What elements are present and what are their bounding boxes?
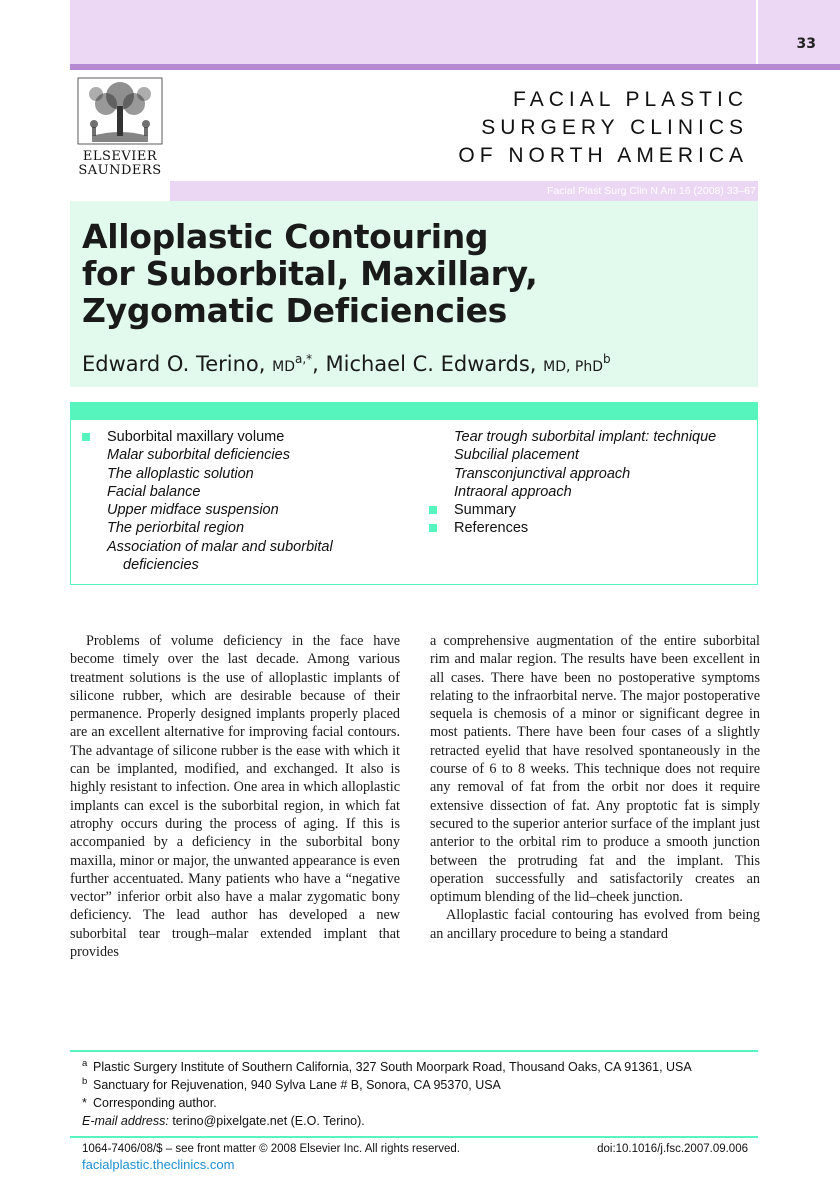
toc-subitem: The periorbital region <box>107 520 245 537</box>
header-band <box>70 0 756 64</box>
toc-subitem: Upper midface suspension <box>107 502 279 519</box>
footnote-mark: a <box>82 1058 88 1069</box>
toc-subitem: The alloplastic solution <box>107 465 254 482</box>
author-degree: MD <box>272 359 295 375</box>
article-title-line: Zygomatic Deficiencies <box>82 291 508 330</box>
article-title-line: for Suborbital, Maxillary, <box>82 254 538 293</box>
journal-title-line: SURGERY CLINICS <box>481 116 748 139</box>
toc-subitem: Association of malar and suborbital <box>107 538 333 555</box>
footnote: b Sanctuary for Rejuvenation, 940 Sylva Lane # B, Sonora, CA 95370, USA <box>82 1076 692 1094</box>
bullet-square-icon <box>429 506 437 514</box>
author-affiliation-mark: a,* <box>294 352 313 366</box>
footer-rule <box>70 1136 758 1138</box>
journal-citation: Facial Plast Surg Clin N Am 16 (2008) 33–67 <box>547 185 756 197</box>
email-label: E-mail address: <box>82 1114 169 1128</box>
page-number: 33 <box>796 36 816 52</box>
author-affiliation-mark: b <box>603 352 611 366</box>
contents-rule <box>70 402 758 420</box>
copyright-notice: 1064-7406/08/$ – see front matter © 2008 Elsevier Inc. All rights reserved. <box>82 1143 460 1155</box>
doi[interactable]: doi:10.1016/j.fsc.2007.09.006 <box>597 1143 748 1155</box>
body-paragraph: a comprehensive augmentation of the entire suborbital rim and malar region. The results have been excellent in all cases. There have been no postoperative symptoms relating to the infraorbital nerve. The major postoperative sequela is chemosis of a minor or significant degree in most patients. There have been four cases of a slightly retracted eyelid that have resolved spontaneously in the course of 6 to 8 weeks. This technique does not require any removal of fat from the orbit nor does it require extensive dissection of fat. Any proptotic fat is simply secured to the superior anterior surface of the implant just anterior to the orbital rim to produce a smooth junction between the protruding fat and the implant. This operation successfully and satisfactorily creates an optimum blending of the lid–cheek junction. <box>430 633 760 906</box>
footnote-mark: * <box>82 1096 87 1110</box>
header-rule <box>70 64 840 70</box>
body-column-right <box>430 632 760 943</box>
author-list <box>82 352 611 376</box>
toc-item: Summary <box>454 501 716 519</box>
email-footnote <box>82 1112 692 1130</box>
publisher-name-line: ELSEVIER <box>82 149 158 164</box>
email-address[interactable]: terino@pixelgate.net (E.O. Terino). <box>172 1114 365 1128</box>
toc-subitem: Tear trough suborbital implant: technique <box>454 429 717 445</box>
toc-subitem: Facial balance <box>107 483 201 500</box>
journal-title-line: OF NORTH AMERICA <box>458 144 748 167</box>
toc-subitem: Subcilial placement <box>454 447 579 464</box>
footnote: a Plastic Surgery Institute of Southern California, 327 South Moorpark Road, Thousand Oaks, CA 91361, USA <box>82 1058 692 1076</box>
contents-left-column <box>107 428 333 574</box>
toc-subitem-continuation: deficiencies <box>123 557 199 574</box>
journal-title-line: FACIAL PLASTIC <box>513 88 748 111</box>
toc-subitem: Transconjunctival approach <box>454 465 631 482</box>
author-degree: MD, PhD <box>543 359 604 375</box>
body-paragraph: Problems of volume deficiency in the face have become timely over the last decade. Among various treatment solutions is the use of alloplastic implants of silicone rubber, which are desirable because of their permanence. Properly designed implants properly placed are an excellent alternative for improving facial contours. The advantage of silicone rubber is the ease with which it can be implanted, modified, and exchanged. It also is highly resistant to infection. One area in which alloplastic implants can excel is the suborbital region, in which fat atrophy occurs during the process of aging. If this is accompanied by a deficiency in the suborbital bony maxilla, minor or major, the unwanted appearance is even further accentuated. Many patients who have a “negative vector” inferior orbit also have a malar zygomatic bony deficiency. The lead author has developed a new suborbital tear trough–malar extended implant that provides <box>70 633 400 961</box>
publisher-imprint-line: SAUNDERS <box>78 163 162 178</box>
footnote-rule <box>70 1050 758 1052</box>
page-number-box <box>758 0 840 64</box>
bullet-square-icon <box>82 433 90 441</box>
footnote: * Corresponding author. <box>82 1096 217 1110</box>
article-title <box>82 218 682 329</box>
journal-title <box>458 86 748 170</box>
article-title-line: Alloplastic Contouring <box>82 217 489 256</box>
publisher-wordmark <box>72 150 168 178</box>
footnote-mark: b <box>82 1076 88 1087</box>
body-column-left <box>70 632 400 961</box>
footnotes <box>82 1058 692 1130</box>
toc-item: Suborbital maxillary volume <box>107 428 333 446</box>
toc-subitem: Malar suborbital deficiencies <box>107 447 290 464</box>
toc-item: References <box>454 519 716 537</box>
toc-subitem: Intraoral approach <box>454 483 572 500</box>
bullet-square-icon <box>429 524 437 532</box>
body-paragraph: Alloplastic facial contouring has evolved from being an ancillary procedure to being a standard <box>430 907 760 942</box>
author-name: Edward O. Terino, <box>82 352 266 376</box>
author-name: Michael C. Edwards, <box>325 352 537 376</box>
journal-website-link[interactable]: facialplastic.theclinics.com <box>82 1157 235 1172</box>
contents-right-column <box>454 428 716 538</box>
author-separator: , <box>312 352 326 376</box>
elsevier-tree-icon <box>70 74 170 148</box>
